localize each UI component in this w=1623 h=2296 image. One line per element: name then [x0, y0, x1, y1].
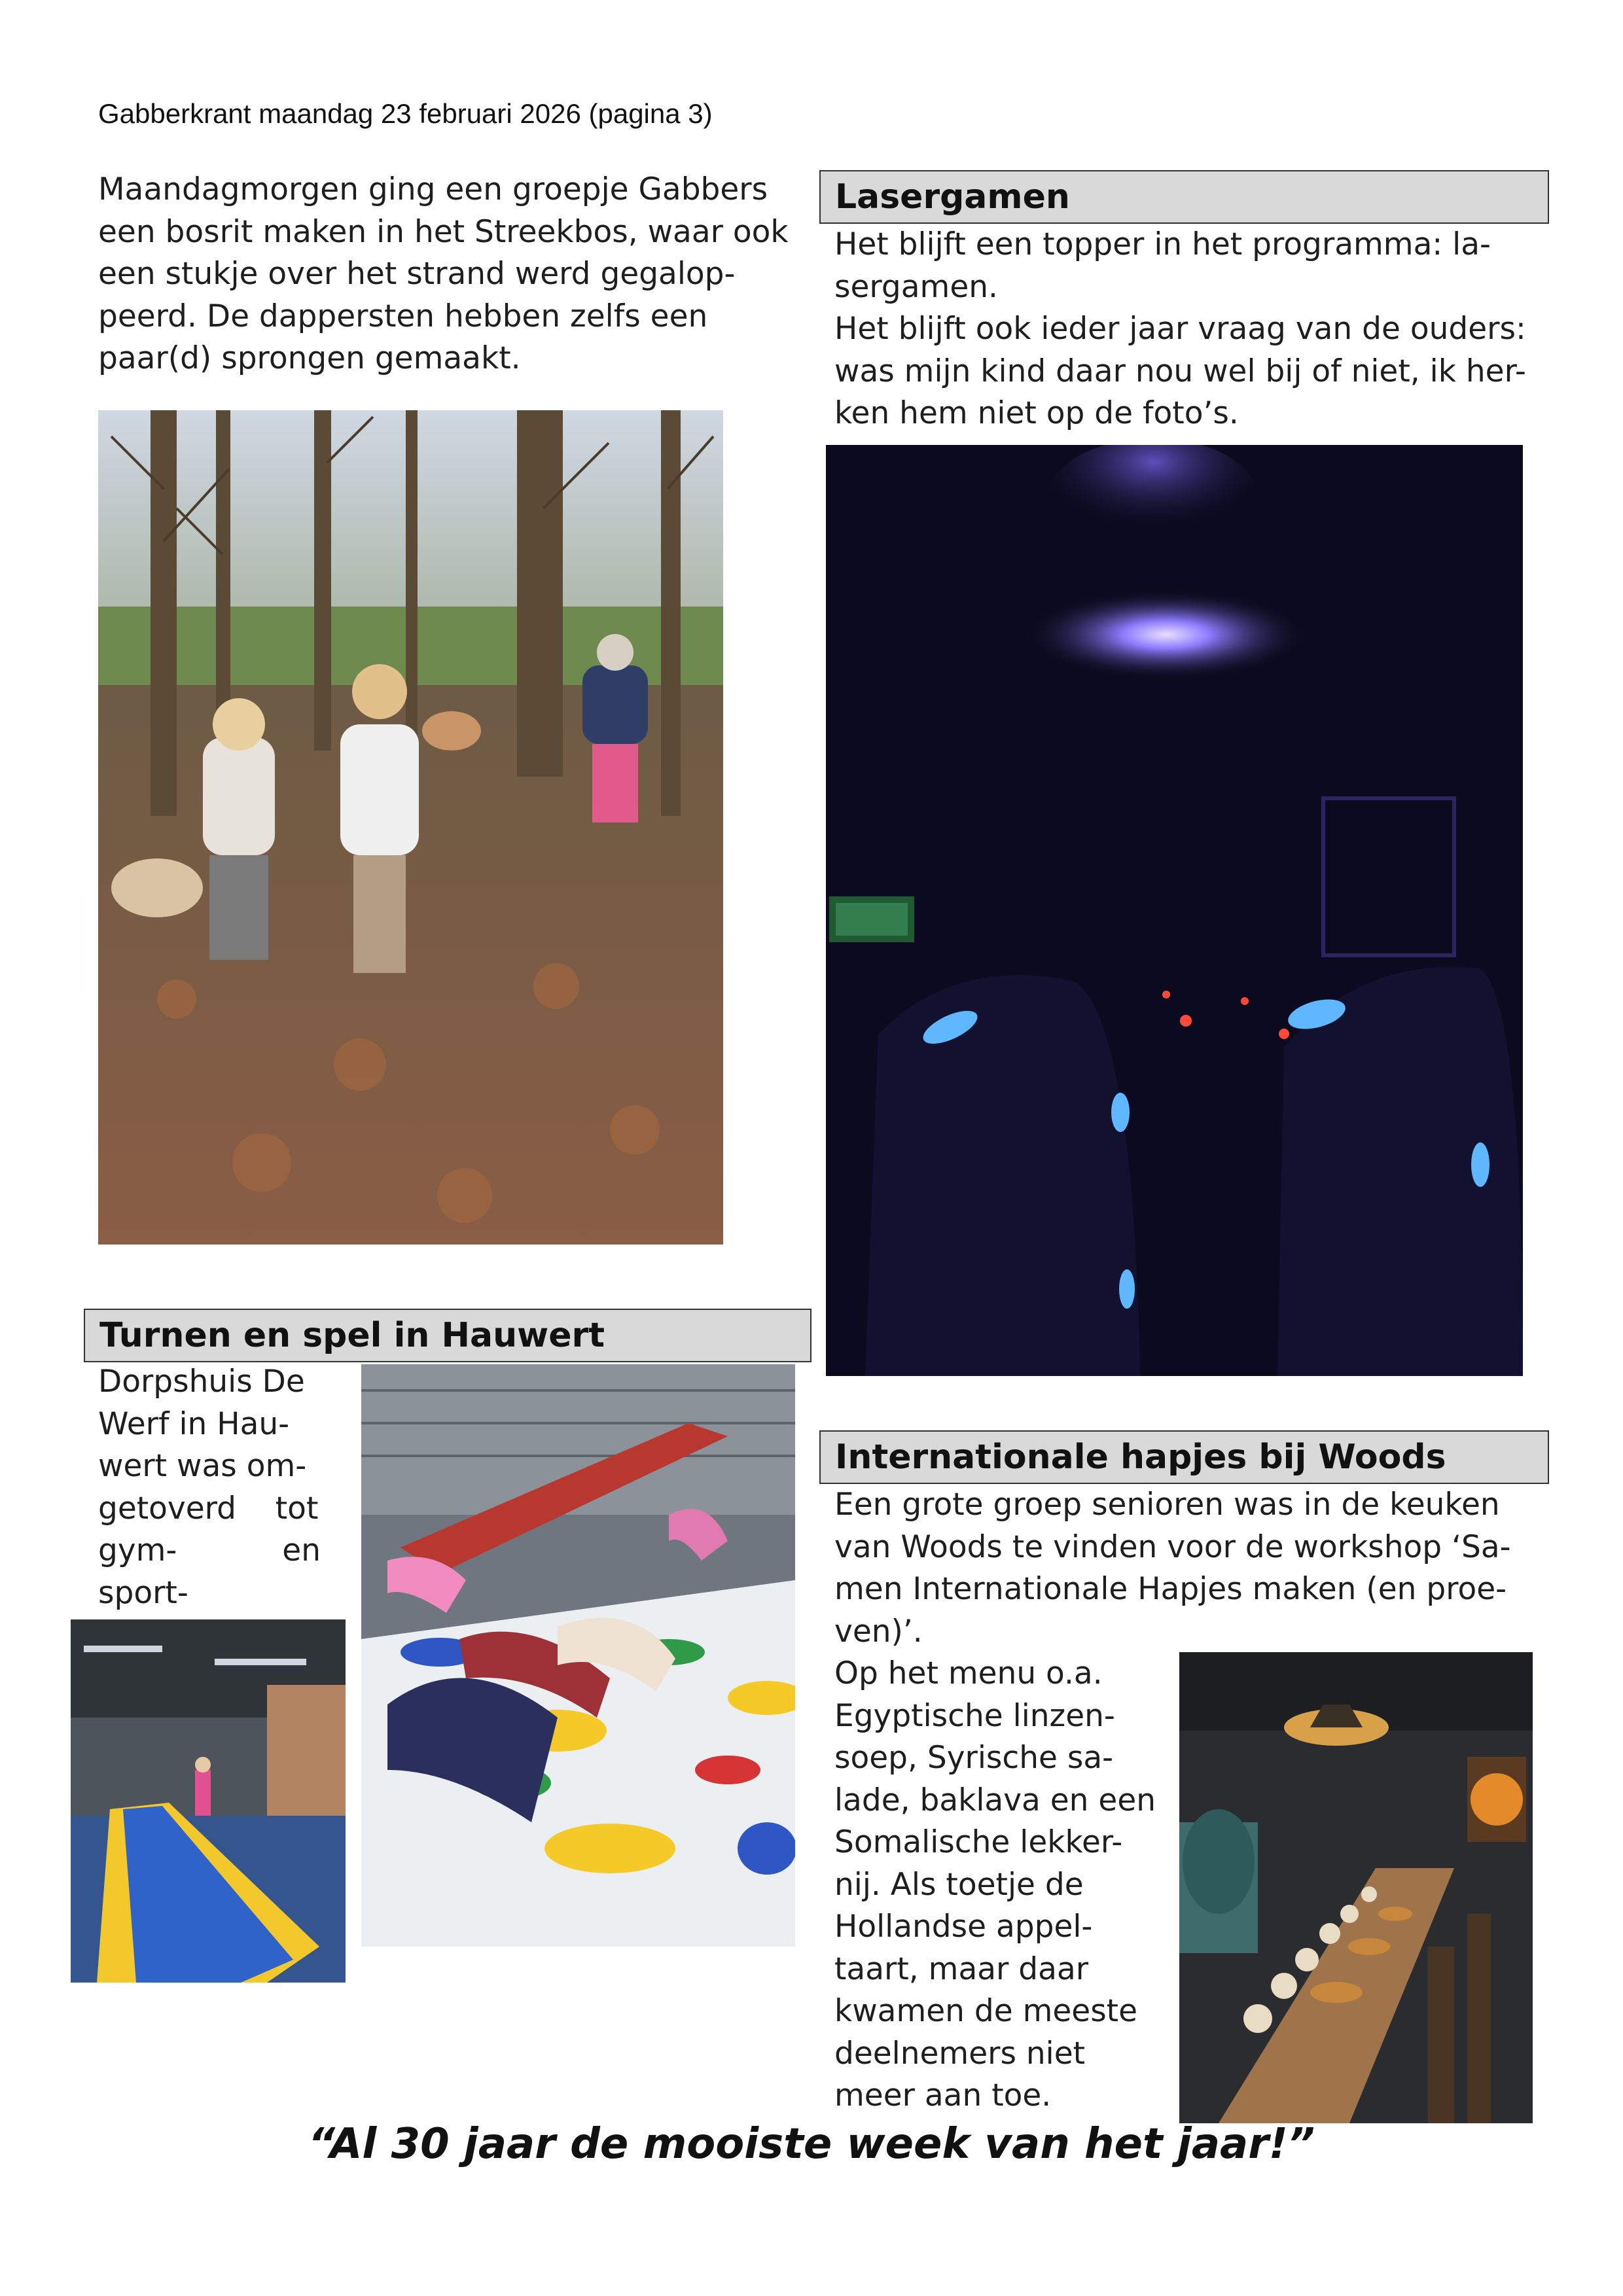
lasergamen-article	[834, 224, 1548, 435]
turnen-line: Dorpshuis De	[98, 1364, 305, 1400]
bosrit-article	[98, 169, 792, 380]
bosrit-line: paar(d) sprongen gemaakt.	[98, 340, 521, 376]
woods-menu-line: nij. Als toetje de	[834, 1866, 1084, 1903]
lasergame-photo	[826, 445, 1523, 1376]
turnen-line: getoverd tot	[98, 1490, 319, 1527]
woods-menu-line: kwamen de meeste	[834, 1993, 1138, 2029]
woods-menu-line: Hollandse appel-	[834, 1909, 1093, 1945]
woods-menu-line: Egyptische linzen-	[834, 1697, 1115, 1734]
woods-menu-line: meer aan toe.	[834, 2077, 1052, 2113]
woods-menu-line: lade, baklava en een	[834, 1782, 1156, 1818]
turnen-article	[98, 1361, 321, 1657]
twister-game-photo	[361, 1364, 795, 1947]
bosrit-line: een bosrit maken in het Streekbos, waar ook	[98, 213, 789, 250]
forest-horse-ride-photo	[98, 410, 723, 1245]
woods-menu-line: taart, maar daar	[834, 1951, 1089, 1987]
turnen-line: gym- en sport-	[98, 1532, 321, 1611]
woods-line: Een grote groep senioren was in de keuken	[834, 1487, 1500, 1523]
turnen-line: wert was om-	[98, 1448, 307, 1484]
lasergamen-line: sergamen.	[834, 268, 998, 305]
buffet-photo	[1179, 1652, 1533, 2123]
woods-menu-line: soep, Syrische sa-	[834, 1740, 1114, 1776]
gym-airtrack-photo	[71, 1619, 346, 1983]
bosrit-line: Maandagmorgen ging een groepje Gabbers	[98, 171, 768, 207]
lasergamen-line: was mijn kind daar nou wel bij of niet, ik her-	[834, 353, 1526, 389]
woods-title: Internationale hapjes bij Woods	[819, 1430, 1549, 1484]
bosrit-line: een stukje over het strand werd gegalop-	[98, 256, 736, 292]
lasergamen-line: Het blijft een topper in het programma: la-	[834, 226, 1491, 262]
woods-article-intro	[834, 1484, 1548, 1653]
woods-menu-line: Op het menu o.a.	[834, 1655, 1103, 1691]
woods-line: van Woods te vinden voor de workshop ‘Sa-	[834, 1528, 1511, 1565]
lasergamen-title: Lasergamen	[819, 170, 1549, 224]
turnen-line: Werf in Hau-	[98, 1405, 290, 1442]
woods-menu-line: deelnemers niet	[834, 2035, 1086, 2072]
lasergamen-line: Het blijft ook ieder jaar vraag van de ouders:	[834, 311, 1526, 347]
page-header: Gabberkrant maandag 23 februari 2026 (pagina 3)	[98, 98, 713, 129]
bosrit-line: peerd. De dappersten hebben zelfs een	[98, 298, 708, 334]
woods-line: ven)’.	[834, 1613, 923, 1650]
woods-line: men Internationale Hapjes maken (en proe-	[834, 1571, 1507, 1607]
lasergamen-line: ken hem niet op de foto’s.	[834, 395, 1239, 431]
woods-menu-line: Somalische lekker-	[834, 1824, 1123, 1860]
turnen-title: Turnen en spel in Hauwert	[84, 1309, 812, 1362]
woods-article-menu	[834, 1653, 1175, 2117]
slogan: “Al 30 jaar de mooiste week van het jaar!”	[308, 2120, 1315, 2168]
